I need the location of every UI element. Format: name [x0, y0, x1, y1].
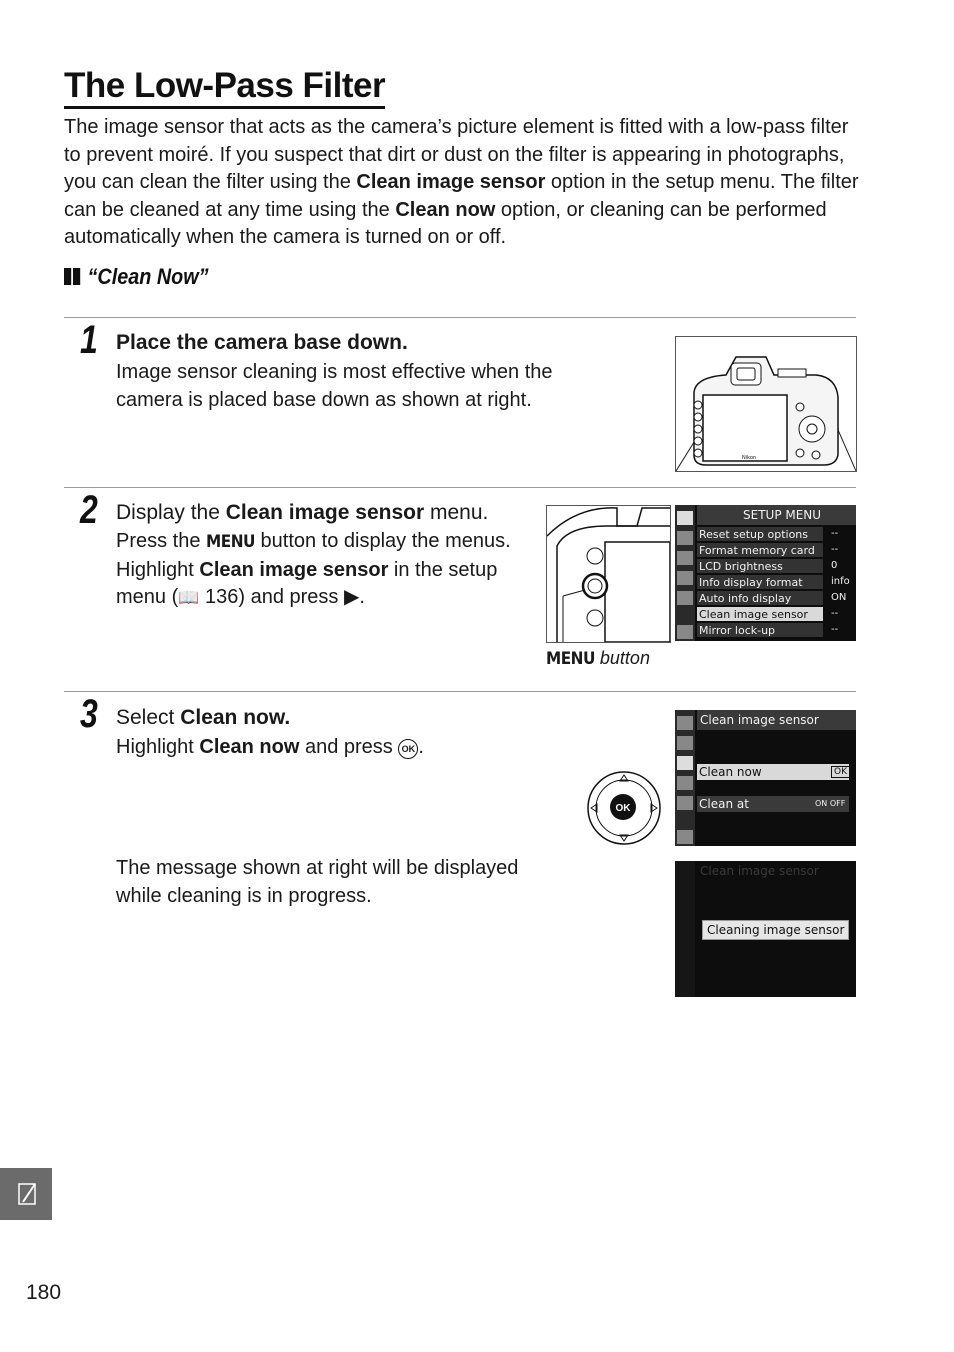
cleaning-message: Cleaning image sensor — [702, 920, 849, 940]
recent-tab-icon — [677, 796, 693, 810]
setup-menu-item-label: Info display format — [699, 576, 803, 589]
divider — [64, 691, 856, 692]
setup-menu-item-value: -- — [831, 608, 839, 619]
help-icon — [677, 625, 693, 639]
retouch-tab-icon — [677, 571, 693, 585]
page-title: The Low-Pass Filter — [64, 66, 385, 109]
step-heading: Select Clean now. — [116, 706, 291, 729]
menu-button-caption: MENU button — [546, 648, 650, 669]
clean-menu-title: Clean image sensor — [700, 713, 819, 727]
setup-tab-icon — [677, 756, 693, 770]
step-number: 1 — [80, 318, 98, 362]
clean-image-sensor-screen — [675, 710, 856, 846]
help-icon — [677, 830, 693, 844]
step-body: Highlight Clean now and press OK . — [116, 736, 424, 758]
recent-tab-icon — [677, 591, 693, 605]
setup-menu-item-value: -- — [831, 624, 839, 635]
dimmed-menu-title: Clean image sensor — [700, 864, 819, 878]
retouch-tab-icon — [677, 776, 693, 790]
step-body-secondary: The message shown at right will be displayed while cleaning is in progress. — [116, 857, 519, 907]
multi-selector-dial-illustration — [586, 770, 662, 846]
step-heading: Display the Clean image sensor menu. — [116, 501, 489, 524]
setup-tab-icon — [677, 551, 693, 565]
setup-menu-item-label: LCD brightness — [699, 560, 783, 573]
step-number: 2 — [80, 488, 98, 532]
camera-illustration — [675, 336, 857, 472]
camera-back-menu-button-illustration — [546, 505, 671, 643]
step-heading: Place the camera base down. — [116, 331, 408, 354]
shooting-tab-icon — [677, 736, 693, 750]
intro-paragraph: The image sensor that acts as the camera’s picture element is fitted with a low-pass filter to prevent moiré. If you suspect that dirt or dust on the filter is appearing in photographs, you can clean the filter using the Clean image sensor option in the setup menu. The filter can be cleaned at any time using the Clean now option, or cleaning can be performed automatically when the camera is turned on or off. — [64, 116, 859, 248]
setup-menu-item-value: -- — [831, 544, 839, 555]
camera-brand-text: Nikon — [742, 455, 757, 461]
ok-label: OK — [615, 803, 631, 814]
setup-menu-item-label: Clean image sensor — [699, 608, 808, 621]
step-body: Press the MENU button to display the menus. Highlight Clean image sensor in the setup menu (📖 136) and press ▶. — [116, 530, 511, 608]
menu-button-glyph: MENU — [206, 532, 255, 552]
chapter-tab — [0, 1168, 52, 1220]
setup-menu-item-label: Auto info display — [699, 592, 792, 605]
shooting-tab-icon — [677, 531, 693, 545]
setup-menu-screen — [675, 505, 856, 641]
section-subheading: “Clean Now” — [64, 264, 209, 290]
playback-tab-icon — [677, 716, 693, 730]
setup-menu-title: SETUP MENU — [743, 508, 822, 522]
step-body: Image sensor cleaning is most effective when the camera is placed base down as shown at right. — [116, 361, 553, 411]
setup-menu-item-value: 0 — [831, 560, 838, 571]
page-number: 180 — [26, 1281, 62, 1304]
setup-menu-item-label: Reset setup options — [699, 528, 809, 541]
divider — [64, 317, 856, 318]
setup-menu-item-label: Mirror lock-up — [699, 624, 776, 637]
cleaning-in-progress-screen — [675, 861, 856, 997]
clean-now-item: Clean now — [699, 765, 762, 779]
setup-menu-item-value: -- — [831, 528, 839, 539]
book-icon: 📖 — [178, 588, 200, 607]
notes-pencil-icon — [0, 1168, 52, 1220]
divider — [64, 487, 856, 488]
clean-at-item: Clean at — [699, 797, 749, 811]
clean-at-value: ON OFF — [815, 799, 846, 808]
step-number: 3 — [80, 692, 98, 736]
setup-menu-item-label: Format memory card — [699, 544, 815, 557]
ok-button-glyph: OK — [398, 739, 418, 759]
clean-now-value: OK — [831, 766, 850, 778]
setup-menu-item-value: info — [831, 576, 850, 587]
setup-menu-item-value: ON — [831, 592, 847, 603]
playback-tab-icon — [677, 511, 693, 525]
